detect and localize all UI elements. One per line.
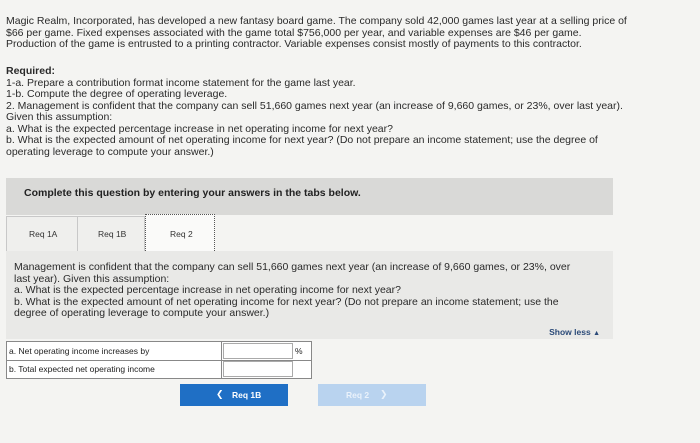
question-line: degree of operating leverage to compute your answer.): [14, 307, 270, 319]
prev-tab-button[interactable]: [180, 384, 288, 406]
answer-label: b. Total expected net operating income: [9, 364, 155, 374]
required-line: 1-a. Prepare a contribution format income statement for the game last year.: [6, 76, 356, 89]
percent-unit: %: [295, 346, 303, 356]
next-button-label: Req 2: [346, 390, 370, 400]
next-tab-button[interactable]: [318, 384, 426, 406]
answer-label: a. Net operating income increases by: [9, 346, 150, 356]
chevron-right-icon: ❯: [380, 389, 388, 399]
question-line: a. What is the expected percentage increase in net operating income for next year?: [14, 284, 401, 296]
question-text: [14, 262, 570, 320]
show-less-label: Show less: [549, 327, 591, 337]
tab-req-1b[interactable]: [77, 216, 145, 252]
tab-label: Req 1A: [29, 229, 58, 239]
required-line: 1-b. Compute the degree of operating leverage.: [6, 88, 228, 100]
required-line: Given this assumption:: [6, 111, 113, 123]
instructions-banner: [6, 178, 613, 215]
problem-intro: [6, 16, 627, 51]
triangle-up-icon: ▲: [593, 330, 600, 337]
show-less-link[interactable]: [549, 327, 600, 337]
intro-line: Magic Realm, Incorporated, has developed a new fantasy board game. The company sold 42,000 games last year at a selling price of: [6, 15, 627, 27]
banner-text: Complete this question by entering your answers in the tabs below.: [24, 187, 361, 199]
required-header: Required:: [6, 65, 56, 77]
question-line: last year). Given this assumption:: [14, 272, 170, 285]
intro-line: $66 per game. Fixed expenses associated with the game total $756,000 per year, and variable expenses are $46 per game.: [6, 26, 582, 39]
question-line: Management is confident that the company can sell 51,660 games next year (an increase of 9,660 games, or 23%, over: [14, 261, 571, 273]
tab-req-2[interactable]: [145, 214, 215, 253]
required-line: operating leverage to compute your answer.): [6, 145, 214, 158]
question-line: b. What is the expected amount of net operating income for next year? (Do not prepare an income statement; use the: [14, 295, 559, 308]
required-section: [6, 66, 623, 158]
answer-row: [7, 342, 311, 361]
intro-line: Production of the game is entrusted to a printing contractor. Variable expenses consist mostly of payments to this contractor.: [6, 38, 582, 50]
required-line: 2. Management is confident that the company can sell 51,660 games next year (an increase of 9,660 games, or 23%, over last year).: [6, 99, 623, 112]
tab-label: Req 2: [170, 229, 193, 239]
tab-req-1a[interactable]: [6, 216, 77, 252]
net-income-increase-input[interactable]: [223, 343, 293, 359]
required-line: b. What is the expected amount of net operating income for next year? (Do not prepare an income statement; use the degree of: [6, 134, 598, 146]
required-line: a. What is the expected percentage increase in net operating income for next year?: [6, 122, 393, 135]
prev-button-label: Req 1B: [232, 390, 262, 400]
chevron-left-icon: ❮: [216, 389, 224, 399]
tab-label: Req 1B: [98, 229, 127, 239]
answer-table: [6, 341, 312, 379]
answer-row: [7, 360, 311, 377]
total-net-income-input[interactable]: [223, 361, 293, 377]
